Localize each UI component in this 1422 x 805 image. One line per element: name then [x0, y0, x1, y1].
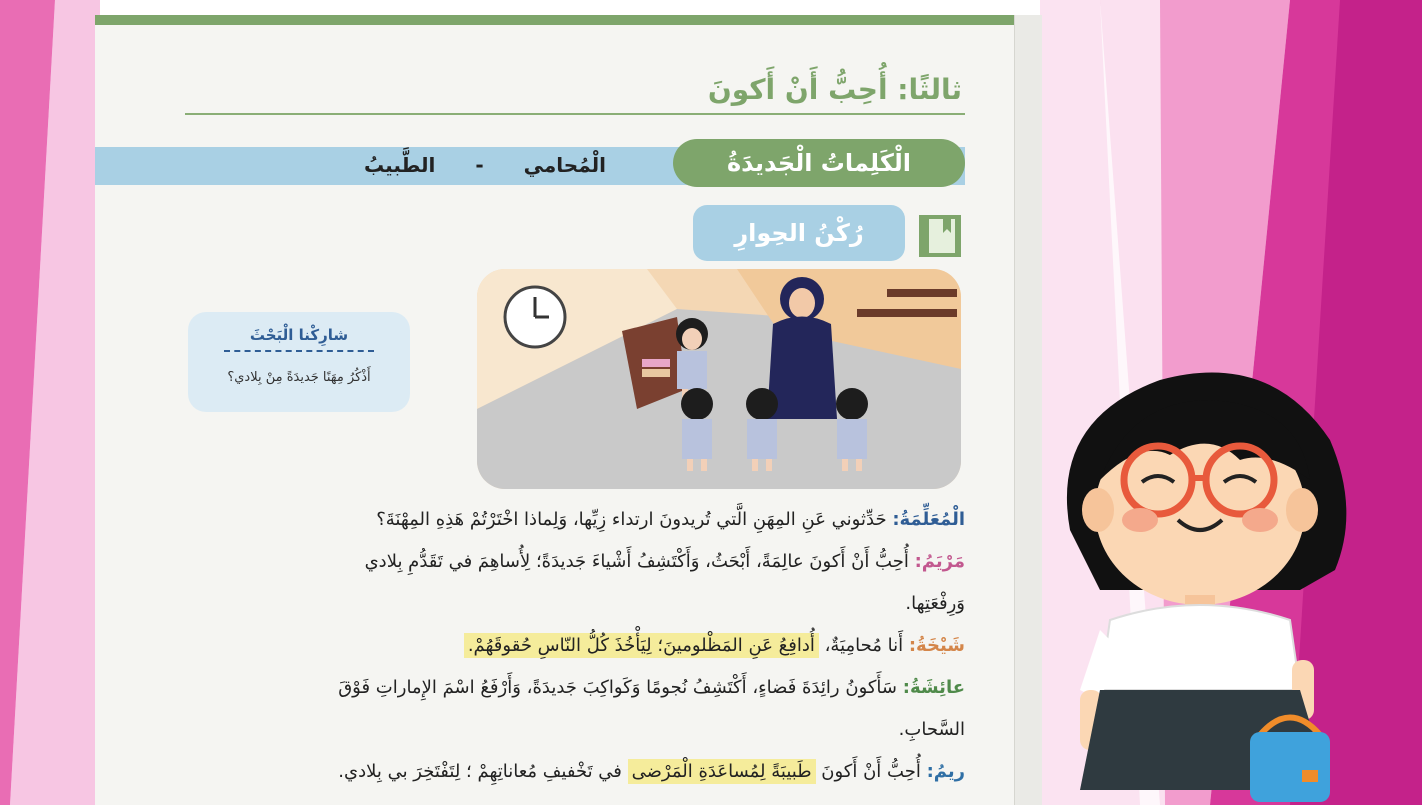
share-research-box — [188, 312, 410, 412]
dialog-line-maryam-cont — [185, 583, 965, 625]
speaker-maryam: مَرْيَمُ: — [914, 551, 965, 572]
page-edge — [1014, 15, 1042, 805]
dialog-line-shaikha — [185, 625, 965, 667]
dialog-text-reem-1: أُحِبُّ أَنْ أَكونَ — [821, 761, 921, 782]
share-box-question: أَذْكُرُ مِهَنًا جَديدَةً مِنْ بِلادي؟ — [227, 370, 371, 385]
dialog-line-maryam — [185, 541, 965, 583]
dialog-text — [185, 499, 965, 793]
vocab-word-lawyer: الْمُحامي — [523, 153, 606, 177]
dialog-text-shaikha: أَنا مُحامِيَةٌ، — [824, 635, 904, 656]
vocab-separator: - — [475, 153, 484, 177]
speaker-teacher: الْمُعَلِّمَةُ: — [892, 509, 965, 530]
section-title: ثالثًا: أُحِبُّ أَنْ أَكونَ — [707, 73, 962, 106]
dialog-text-reem-2: في تَخْفيفِ مُعاناتِهِمْ ؛ لِتَفْتَخِرَ بي بِلادي. — [338, 761, 622, 782]
dialog-text-teacher: حَدِّثوني عَنِ المِهَنِ الَّتي تُريدونَ ارتداء زِيِّها، وَلِماذا اخْتَرْتُمْ هَذِهِ المِهْنَةَ؟ — [376, 509, 887, 530]
vocab-label: الْكَلِماتُ الْجَديدَةُ — [673, 139, 965, 187]
share-box-title: شارِكْنا الْبَحْثَ — [249, 326, 349, 344]
dialog-line-teacher — [185, 499, 965, 541]
left-pink-background — [0, 0, 100, 805]
share-box-divider — [224, 350, 374, 352]
speaker-shaikha: شَيْخَةُ: — [908, 635, 965, 656]
page-top-bar — [95, 15, 1042, 25]
vocab-words — [295, 153, 675, 183]
dialog-text-maryam-cont: وَرِفْعَتِها. — [905, 593, 965, 614]
classroom-illustration — [477, 269, 961, 489]
speaker-reem: ريمُ: — [926, 761, 965, 782]
dialog-text-aisha: سَأَكونُ رائِدَةَ فَضاءٍ، أَكْتَشِفُ نُجومًا وَكَواكِبَ جَديدَةً، وَأَرْفَعُ اسْمَ الإِماراتِ فَوْقَ — [338, 677, 898, 698]
dialog-corner-label: رُكْنُ الحِوارِ — [693, 205, 905, 261]
dialog-line-reem — [185, 751, 965, 793]
vocab-word-doctor: الطَّبيبُ — [364, 153, 436, 177]
title-divider — [185, 113, 965, 115]
dialog-line-aisha — [185, 667, 965, 709]
dialog-line-aisha-cont — [185, 709, 965, 751]
textbook-page — [95, 15, 1042, 805]
cartoon-girl — [1040, 360, 1360, 805]
dialog-text-maryam: أُحِبُّ أَنْ أَكونَ عالِمَةً، أَبْحَثُ، وَأَكْتَشِفُ أَشْياءَ جَديدَةً؛ لِأُساهِمَ في تَقَدُّمِ بِلادي — [364, 551, 909, 572]
dialog-text-aisha-cont: السَّحابِ. — [898, 719, 965, 740]
dialog-highlight-reem: طَبيبَةً لِمُساعَدَةِ الْمَرْضى — [628, 759, 816, 784]
dialog-highlight-shaikha: أُدافِعُ عَنِ المَظْلومينَ؛ لِيَأْخُذَ كُلُّ النّاسِ حُقوقَهُمْ. — [464, 633, 819, 658]
speaker-aisha: عائِشَةُ: — [902, 677, 965, 698]
book-icon — [917, 213, 963, 259]
